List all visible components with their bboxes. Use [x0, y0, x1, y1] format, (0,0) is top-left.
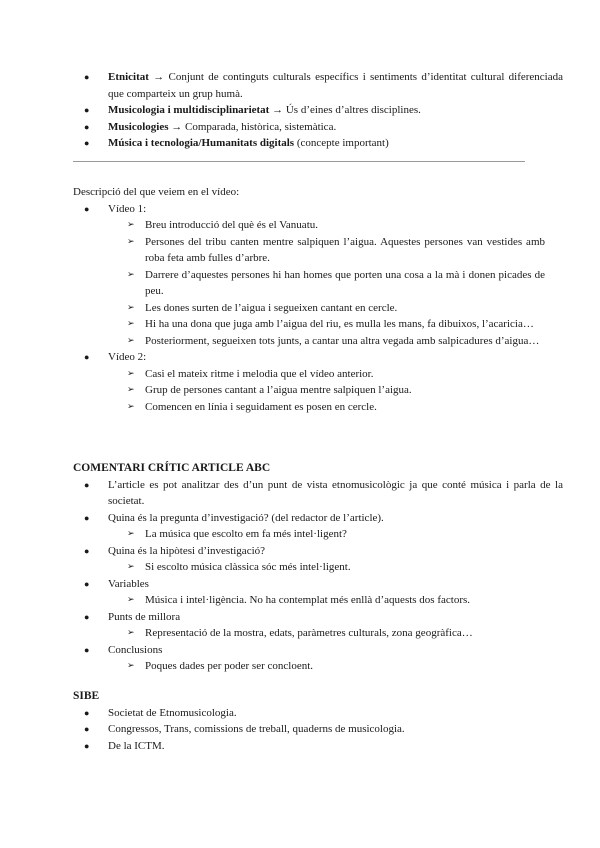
arrow-bullet-icon: ➢	[127, 385, 135, 395]
bullet-icon: ●	[84, 724, 90, 734]
term: Etnicitat	[108, 71, 149, 83]
bullet-icon: ●	[84, 611, 90, 622]
definition: (concepte important)	[296, 137, 389, 149]
video1-details	[0, 217, 563, 349]
list-item: ➢ Casi el mateix ritme i melodia que el vídeo anterior.	[127, 366, 545, 383]
arrow-bullet-icon: ➢	[127, 319, 135, 329]
list-item: ➢ Persones del tribu canten mentre salpiquen l’aigua. Aquestes persones van vestides amb roba feta amb fulles d’arbre.	[127, 235, 545, 264]
arrow-bullet-icon: ➢	[127, 661, 135, 671]
list-item: ● Quina és la hipòtesi d’investigació?	[73, 543, 563, 560]
list-item: ➢ Si escolto música clàssica sóc més intel·ligent.	[127, 559, 545, 576]
arrow-bullet-icon: ➢	[127, 302, 135, 313]
bullet-icon: ●	[84, 545, 90, 556]
arrow-bullet-icon: ➢	[127, 220, 135, 230]
list-item: ● Punts de millora	[73, 609, 563, 626]
arrow-bullet-icon: ➢	[127, 401, 135, 412]
list-item: ● Quina és la pregunta d’investigació? (del redactor de l’article).	[73, 510, 563, 527]
arrow-bullet-icon: ➢	[127, 529, 135, 539]
bullet-icon: ●	[84, 352, 90, 362]
bullet-icon: ●	[84, 105, 90, 115]
bullet-icon: ●	[84, 644, 90, 655]
definition: Comparada, històrica, sistemàtica.	[185, 120, 337, 133]
list-item: ➢ Posteriorment, segueixen tots junts, a cantar una altra vegada amb salpicadures d’aigua…	[127, 333, 545, 350]
sibe-section	[0, 688, 563, 754]
list-item	[73, 102, 563, 119]
list-item	[73, 349, 563, 366]
list-item	[73, 69, 563, 102]
bullet-icon: ●	[84, 203, 90, 214]
arrow-bullet-icon: ➢	[127, 269, 135, 280]
list-item: ● Variables	[73, 576, 563, 593]
definition: Conjunt de continguts culturals específics i sentiments d’identitat cultural diferenciada que comparteix un grup humà.	[108, 71, 564, 100]
section-heading: COMENTARI CRÍTIC ARTICLE ABC	[73, 462, 271, 474]
list-item: ➢ Poques dades per poder ser concloent.	[127, 658, 545, 675]
video-list	[0, 201, 563, 218]
video2-details	[0, 366, 563, 416]
bullet-icon: ●	[84, 707, 90, 718]
bullet-icon: ●	[84, 121, 90, 132]
arrow-icon: →	[171, 120, 183, 133]
bullet-icon: ●	[84, 578, 90, 589]
horizontal-divider	[73, 161, 525, 162]
arrow-bullet-icon: ➢	[127, 595, 135, 605]
list-item: ● Conclusions	[73, 642, 563, 659]
section-heading: SIBE	[73, 690, 100, 702]
list-item: ● Congressos, Trans, comissions de treball, quaderns de musicologia.	[73, 721, 563, 738]
bullet-icon: ●	[84, 740, 90, 751]
term: Musicologies	[108, 120, 169, 133]
list-item: ➢ Música i intel·ligència. No ha contemplat més enllà d’aquests dos factors.	[127, 592, 545, 609]
list-item: ➢ La música que escolto em fa més intel·ligent?	[127, 526, 545, 543]
list-item: ➢ Comencen en línia i seguidament es posen en cercle.	[127, 399, 545, 416]
term: Música i tecnologia/Humanitats digitals	[108, 137, 295, 149]
bullet-icon: ●	[84, 72, 90, 82]
sibe-list	[0, 705, 563, 755]
list-item: ➢ Breu introducció del què és el Vanuatu.	[127, 217, 545, 234]
arrow-bullet-icon: ➢	[127, 335, 135, 346]
list-item: ● L’article es pot analitzar des d’un punt de vista etnomusicològic ja que conté música i parla de la societat.	[84, 478, 563, 507]
list-item: ➢ Hi ha una dona que juga amb l’aigua del riu, es mulla les mans, fa dibuixos, l’acaricia…	[127, 316, 545, 333]
video-description-section	[0, 184, 563, 415]
bullet-icon: ●	[84, 479, 90, 490]
list-item	[73, 135, 563, 152]
intro-text: Descripció del que veiem en el vídeo:	[73, 186, 240, 198]
arrow-bullet-icon: ➢	[127, 368, 135, 379]
list-item: ● Societat de Etnomusicologia.	[73, 705, 563, 722]
arrow-bullet-icon: ➢	[127, 236, 135, 247]
bullet-icon: ●	[84, 512, 90, 523]
list-item	[73, 201, 563, 218]
list-item: ➢ Representació de la mostra, edats, paràmetres culturals, zona geogràfica…	[127, 625, 545, 642]
list-item	[73, 119, 563, 136]
abc-critique-section	[0, 460, 563, 675]
list-item: ➢ Les dones surten de l’aigua i segueixen cantant en cercle.	[127, 300, 545, 317]
key-terms-list	[0, 69, 563, 152]
list-item: ➢ Grup de persones cantant a l’aigua mentre salpiquen l’aigua.	[127, 382, 545, 399]
list-item: ➢ Darrere d’aquestes persones hi han homes que porten una cosa a la mà i donen picades de peu.	[127, 268, 545, 297]
arrow-icon: →	[272, 104, 284, 116]
bullet-icon: ●	[84, 138, 90, 148]
term: Musicologia i multidisciplinarietat	[108, 104, 270, 116]
arrow-bullet-icon: ➢	[127, 628, 135, 638]
video-label: Vídeo 1:	[108, 202, 147, 215]
video-label: Vídeo 2:	[108, 351, 147, 363]
arrow-bullet-icon: ➢	[127, 562, 135, 572]
video-list	[0, 349, 563, 366]
list-item: ● De la ICTM.	[73, 738, 563, 755]
definition: Ús d’eines d’altres disciplines.	[285, 104, 421, 116]
abc-list	[0, 477, 563, 675]
arrow-icon: →	[153, 71, 165, 83]
